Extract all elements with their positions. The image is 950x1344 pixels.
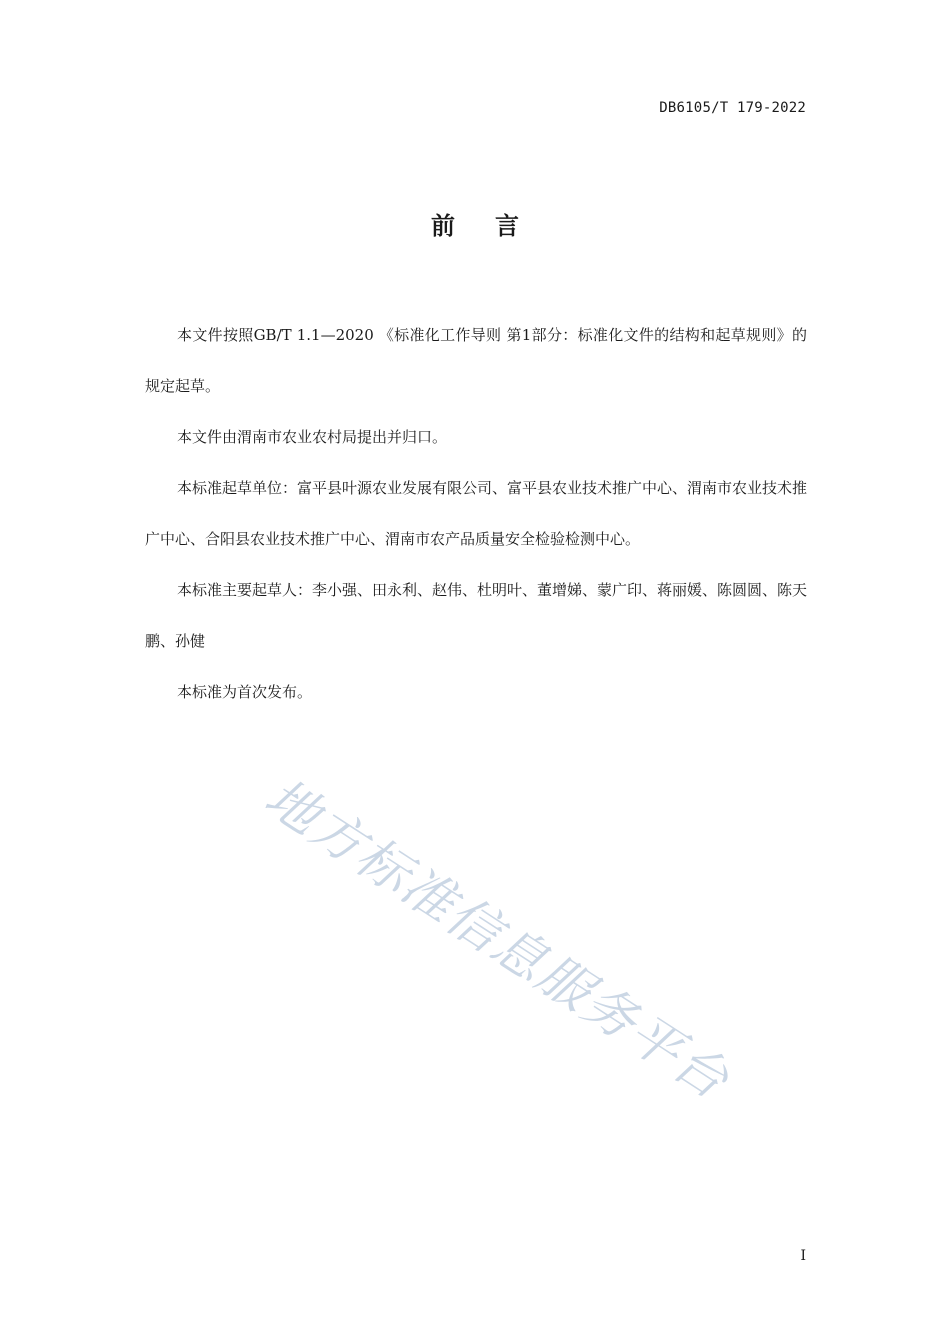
paragraph-proposer: 本文件由渭南市农业农村局提出并归口。 xyxy=(177,428,448,446)
page-number: I xyxy=(800,1248,806,1264)
paragraph-first-release: 本标准为首次发布。 xyxy=(177,683,313,701)
page-title: 前言 xyxy=(431,212,559,240)
document-code: DB6105/T 179-2022 xyxy=(659,100,806,116)
paragraph-drafting-units: 本标准起草单位：富平县叶源农业发展有限公司、富平县农业技术推广中心、渭南市农业技术推广中心、合阳县农业技术推广中心、渭南市农产品质量安全检验检测中心。 xyxy=(145,479,808,548)
foreword-body xyxy=(145,310,807,718)
watermark: 地方标准信息服务平台 xyxy=(254,767,740,1112)
paragraph-drafting-rules: 本文件按照GB/T 1.1—2020 《标准化工作导则 第1部分：标准化文件的结构和起草规则》的规定起草。 xyxy=(145,326,807,395)
paragraph-drafters: 本标准主要起草人：李小强、田永利、赵伟、杜明叶、董增娣、蒙广印、蒋丽媛、陈圆圆、陈天鹏、孙健 xyxy=(145,581,808,650)
